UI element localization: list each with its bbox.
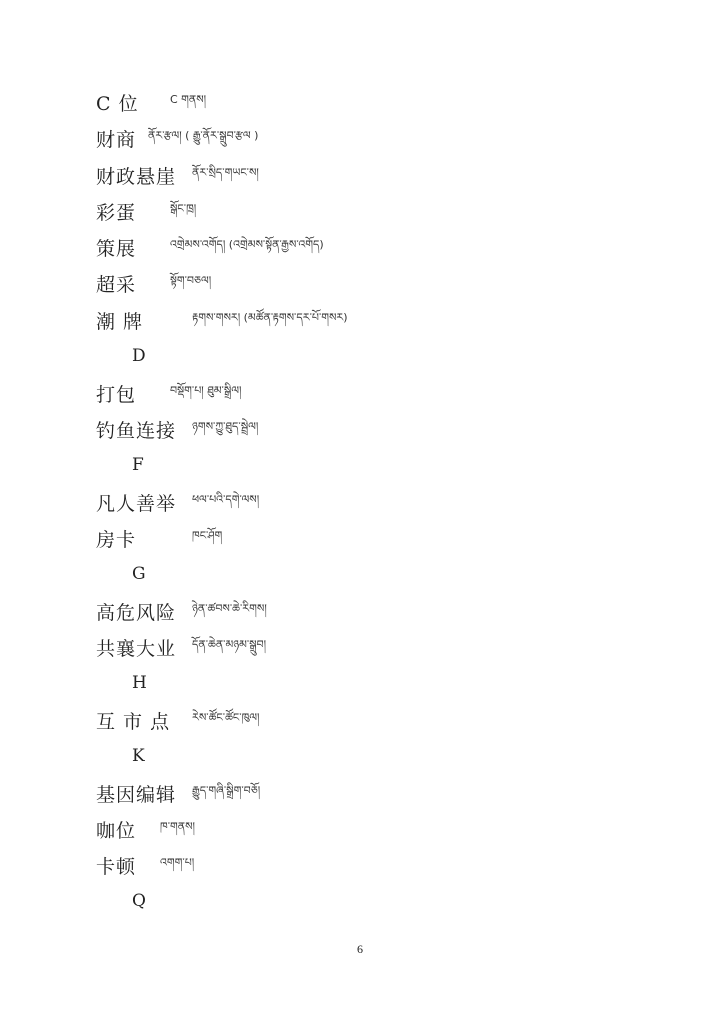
entry-joint-undertaking (96, 632, 266, 662)
entry-tibetan: ཕལ་པའི་དགེ་ལས། (192, 492, 260, 506)
entry-packing (96, 378, 242, 408)
entry-room-card (96, 523, 222, 553)
entry-chinese: 互 市 点 (96, 710, 171, 733)
entry-gene-editing (96, 778, 260, 808)
entry-chinese: 财政悬崖 (96, 165, 177, 188)
entry-tibetan: དོན་ཆེན་མཉམ་སྒྲུབ། (192, 637, 267, 651)
entry-tibetan: ཉེན་ཚབས་ཆེ་རིགས། (192, 601, 267, 615)
entry-phishing-link (96, 414, 258, 444)
entry-lag (96, 850, 194, 880)
entry-tibetan: འགྲེམས་འགོད། (འགྲེམས་སྟོན་རྒྱས་འགོད) (170, 237, 324, 251)
entry-chinese: 超采 (96, 273, 137, 296)
entry-tibetan: ཉགས་ཀྱུ་ཐུད་སྦྲེལ། (192, 419, 259, 433)
entry-chinese: 咖位 (96, 819, 137, 842)
entry-ordinary-good-deeds (96, 487, 259, 517)
section-letter-k: K (132, 746, 145, 766)
entry-celebrity-status (96, 814, 195, 844)
entry-tibetan: སྟོག་བཅལ། (170, 273, 212, 287)
entry-chinese: 策展 (96, 237, 137, 260)
entry-easter-egg (96, 196, 196, 226)
entry-chinese: 卡顿 (96, 855, 137, 878)
entry-over-extraction (96, 268, 211, 298)
entry-curation (96, 232, 324, 262)
entry-trade-market-point (96, 705, 259, 735)
entry-chinese: C 位 (96, 92, 139, 115)
entry-chinese: 打包 (96, 383, 137, 406)
entry-chinese: 潮 牌 (96, 310, 144, 333)
entry-tibetan: འགག་པ། (160, 855, 195, 869)
entry-chinese: 财商 (96, 128, 137, 151)
entry-financial-quotient (96, 123, 258, 153)
entry-tibetan: རྟགས་གསར། (མཚོན་རྟགས་དར་པོ་གསར) (192, 310, 348, 324)
entry-chinese: 彩蛋 (96, 201, 137, 224)
entry-tibetan: ནོར་སྲིད་གཡང་ས། (192, 165, 259, 179)
entry-chinese: 房卡 (96, 528, 137, 551)
entry-tibetan: ཁ་གནས། (160, 819, 195, 833)
entry-tibetan: སྒོང་ཁྲ། (170, 201, 197, 215)
section-letter-q: Q (132, 891, 146, 911)
entry-high-risk (96, 596, 267, 626)
entry-fiscal-cliff (96, 160, 259, 190)
entry-tibetan: རེས་ཚོང་ཚོང་ཁུལ། (192, 710, 260, 724)
entry-chinese: 基因编辑 (96, 783, 177, 806)
entry-tibetan: ནོར་རྩལ། ( རྒྱུ་ནོར་སྒྲུབ་རྩལ ) (148, 128, 259, 142)
page-number: 6 (357, 942, 363, 956)
entry-tibetan: C གནས། (170, 92, 207, 106)
section-letter-g: G (132, 564, 146, 584)
entry-chinese: 高危风险 (96, 601, 177, 624)
entry-tibetan: ཁང་ཤོག (192, 528, 223, 542)
entry-chinese: 钓鱼连接 (96, 419, 177, 442)
entry-chinese: 凡人善举 (96, 492, 177, 515)
section-letter-h: H (132, 673, 147, 693)
entry-tibetan: བསྡོག་པ། ཐུམ་སྒྲིལ། (170, 383, 242, 397)
entry-trendy-brand (96, 305, 348, 335)
section-letter-f: F (132, 455, 144, 475)
entry-tibetan: རྒྱུད་གཞི་སྒྲིག་བཅོ། (192, 783, 261, 797)
entry-chinese: 共襄大业 (96, 637, 177, 660)
section-letter-d: D (132, 346, 146, 366)
entry-c-position (96, 87, 206, 117)
